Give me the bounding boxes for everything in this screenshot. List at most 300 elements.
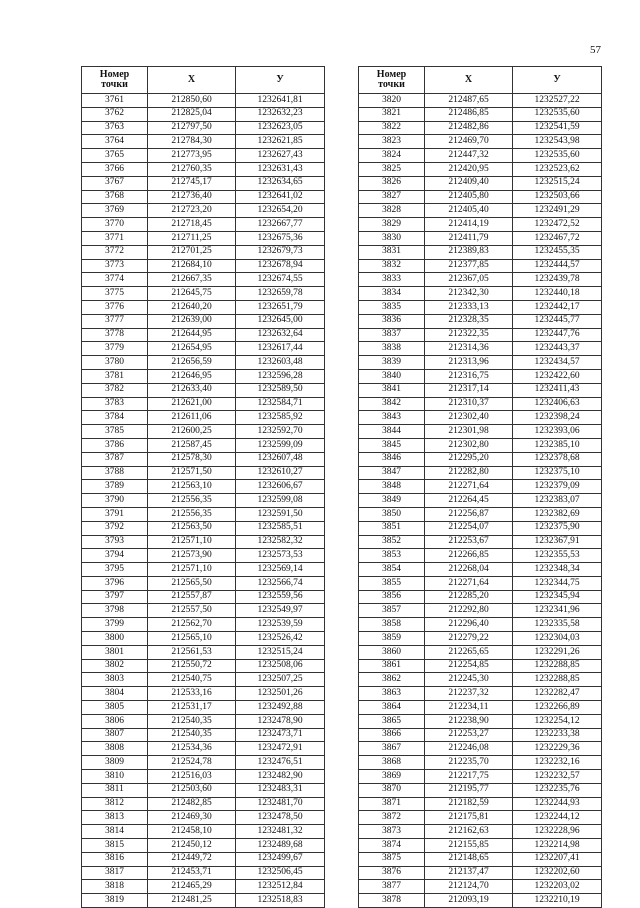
- cell-point-number: 3837: [359, 328, 425, 342]
- cell-point-number: 3806: [82, 714, 148, 728]
- table-row: [82, 356, 325, 370]
- cell-point-number: 3863: [359, 687, 425, 701]
- cell-x: 212268,04: [425, 563, 513, 577]
- cell-x: 212254,07: [425, 521, 513, 535]
- cell-y: 1232478,50: [236, 811, 325, 825]
- table-row: [359, 397, 602, 411]
- cell-y: 1232592,70: [236, 425, 325, 439]
- cell-y: 1232207,41: [513, 852, 602, 866]
- cell-y: 1232266,89: [513, 701, 602, 715]
- table-row: [82, 287, 325, 301]
- table-row: [359, 783, 602, 797]
- cell-point-number: 3819: [82, 894, 148, 908]
- cell-x: 212301,98: [425, 425, 513, 439]
- cell-point-number: 3855: [359, 576, 425, 590]
- cell-x: 212557,50: [148, 604, 236, 618]
- cell-y: 1232233,38: [513, 728, 602, 742]
- cell-y: 1232244,93: [513, 797, 602, 811]
- table-row: [82, 576, 325, 590]
- table-row: [359, 549, 602, 563]
- table-row: [359, 162, 602, 176]
- cell-x: 212450,12: [148, 839, 236, 853]
- cell-point-number: 3787: [82, 452, 148, 466]
- cell-point-number: 3838: [359, 342, 425, 356]
- cell-y: 1232651,79: [236, 300, 325, 314]
- cell-point-number: 3851: [359, 521, 425, 535]
- table-row: [359, 563, 602, 577]
- cell-point-number: 3766: [82, 162, 148, 176]
- cell-point-number: 3796: [82, 576, 148, 590]
- cell-point-number: 3821: [359, 107, 425, 121]
- cell-y: 1232483,31: [236, 783, 325, 797]
- table-row: [82, 714, 325, 728]
- cell-y: 1232393,06: [513, 425, 602, 439]
- cell-point-number: 3775: [82, 287, 148, 301]
- cell-x: 212279,22: [425, 632, 513, 646]
- cell-point-number: 3827: [359, 190, 425, 204]
- table-row: [359, 342, 602, 356]
- cell-y: 1232355,53: [513, 549, 602, 563]
- table-row: [359, 480, 602, 494]
- coordinates-table-right: [358, 66, 602, 908]
- cell-x: 212237,32: [425, 687, 513, 701]
- cell-y: 1232445,77: [513, 314, 602, 328]
- table-row: [82, 604, 325, 618]
- cell-y: 1232606,67: [236, 480, 325, 494]
- cell-x: 212571,10: [148, 563, 236, 577]
- cell-x: 212447,32: [425, 149, 513, 163]
- cell-x: 212482,86: [425, 121, 513, 135]
- coordinates-table-left: [81, 66, 325, 908]
- cell-x: 212481,25: [148, 894, 236, 908]
- cell-x: 212264,45: [425, 494, 513, 508]
- cell-x: 212639,00: [148, 314, 236, 328]
- table-row: [359, 466, 602, 480]
- page-number: 57: [590, 44, 601, 56]
- cell-x: 212578,30: [148, 452, 236, 466]
- cell-x: 212563,10: [148, 480, 236, 494]
- cell-point-number: 3808: [82, 742, 148, 756]
- cell-point-number: 3874: [359, 839, 425, 853]
- cell-point-number: 3800: [82, 632, 148, 646]
- cell-y: 1232645,00: [236, 314, 325, 328]
- cell-y: 1232382,69: [513, 507, 602, 521]
- cell-x: 212540,75: [148, 673, 236, 687]
- table-row: [82, 425, 325, 439]
- cell-y: 1232442,17: [513, 300, 602, 314]
- table-row: [82, 190, 325, 204]
- cell-y: 1232591,50: [236, 507, 325, 521]
- cell-y: 1232291,26: [513, 645, 602, 659]
- cell-point-number: 3818: [82, 880, 148, 894]
- table-row: [82, 411, 325, 425]
- cell-x: 212253,27: [425, 728, 513, 742]
- cell-y: 1232515,24: [513, 176, 602, 190]
- cell-x: 212571,10: [148, 535, 236, 549]
- cell-point-number: 3868: [359, 756, 425, 770]
- cell-x: 212420,95: [425, 162, 513, 176]
- table-row: [359, 176, 602, 190]
- table-row: [82, 839, 325, 853]
- cell-point-number: 3843: [359, 411, 425, 425]
- cell-y: 1232478,90: [236, 714, 325, 728]
- cell-x: 212310,37: [425, 397, 513, 411]
- cell-y: 1232335,58: [513, 618, 602, 632]
- cell-x: 212469,70: [425, 135, 513, 149]
- cell-point-number: 3833: [359, 273, 425, 287]
- cell-point-number: 3793: [82, 535, 148, 549]
- cell-y: 1232506,45: [236, 866, 325, 880]
- table-row: [82, 218, 325, 232]
- cell-point-number: 3773: [82, 259, 148, 273]
- table-row: [359, 659, 602, 673]
- cell-y: 1232476,51: [236, 756, 325, 770]
- cell-y: 1232675,36: [236, 231, 325, 245]
- table-row: [82, 866, 325, 880]
- cell-x: 212533,16: [148, 687, 236, 701]
- cell-x: 212458,10: [148, 825, 236, 839]
- table-row: [359, 494, 602, 508]
- cell-x: 212469,30: [148, 811, 236, 825]
- cell-y: 1232482,90: [236, 770, 325, 784]
- cell-x: 212238,90: [425, 714, 513, 728]
- cell-x: 212516,03: [148, 770, 236, 784]
- cell-y: 1232539,59: [236, 618, 325, 632]
- table-row: [359, 825, 602, 839]
- table-row: [82, 618, 325, 632]
- table-row: [359, 894, 602, 908]
- cell-x: 212316,75: [425, 369, 513, 383]
- cell-point-number: 3817: [82, 866, 148, 880]
- cell-point-number: 3830: [359, 231, 425, 245]
- cell-x: 212449,72: [148, 852, 236, 866]
- cell-x: 212409,40: [425, 176, 513, 190]
- table-row: [82, 521, 325, 535]
- cell-x: 212322,35: [425, 328, 513, 342]
- table-row: [359, 273, 602, 287]
- cell-point-number: 3788: [82, 466, 148, 480]
- cell-y: 1232584,71: [236, 397, 325, 411]
- cell-x: 212611,06: [148, 411, 236, 425]
- cell-y: 1232623,05: [236, 121, 325, 135]
- cell-y: 1232244,12: [513, 811, 602, 825]
- table-header-row: [359, 67, 602, 94]
- cell-point-number: 3786: [82, 438, 148, 452]
- table-row: [82, 811, 325, 825]
- cell-x: 212531,17: [148, 701, 236, 715]
- cell-x: 212282,80: [425, 466, 513, 480]
- cell-y: 1232345,94: [513, 590, 602, 604]
- table-row: [82, 149, 325, 163]
- cell-point-number: 3803: [82, 673, 148, 687]
- table-row: [82, 797, 325, 811]
- cell-y: 1232455,35: [513, 245, 602, 259]
- cell-point-number: 3790: [82, 494, 148, 508]
- cell-y: 1232228,96: [513, 825, 602, 839]
- header-point-number-label: Номер точки: [376, 68, 407, 90]
- cell-point-number: 3804: [82, 687, 148, 701]
- cell-x: 212656,59: [148, 356, 236, 370]
- table-row: [359, 632, 602, 646]
- cell-point-number: 3799: [82, 618, 148, 632]
- cell-y: 1232214,98: [513, 839, 602, 853]
- cell-point-number: 3797: [82, 590, 148, 604]
- table-row: [359, 314, 602, 328]
- cell-x: 212414,19: [425, 218, 513, 232]
- header-y: У: [513, 67, 602, 94]
- cell-point-number: 3872: [359, 811, 425, 825]
- cell-point-number: 3842: [359, 397, 425, 411]
- cell-y: 1232444,57: [513, 259, 602, 273]
- cell-y: 1232282,47: [513, 687, 602, 701]
- table-row: [82, 783, 325, 797]
- table-row: [82, 452, 325, 466]
- cell-point-number: 3866: [359, 728, 425, 742]
- cell-point-number: 3834: [359, 287, 425, 301]
- cell-y: 1232654,20: [236, 204, 325, 218]
- cell-y: 1232385,10: [513, 438, 602, 452]
- cell-y: 1232210,19: [513, 894, 602, 908]
- table-row: [82, 632, 325, 646]
- cell-point-number: 3811: [82, 783, 148, 797]
- cell-y: 1232543,98: [513, 135, 602, 149]
- cell-y: 1232627,43: [236, 149, 325, 163]
- cell-point-number: 3784: [82, 411, 148, 425]
- cell-y: 1232634,65: [236, 176, 325, 190]
- table-row: [82, 701, 325, 715]
- cell-x: 212405,80: [425, 190, 513, 204]
- cell-x: 212563,50: [148, 521, 236, 535]
- table-row: [82, 687, 325, 701]
- header-point-number-label: Номер точки: [99, 68, 130, 90]
- cell-x: 212333,13: [425, 300, 513, 314]
- cell-point-number: 3823: [359, 135, 425, 149]
- table-row: [359, 770, 602, 784]
- table-row: [359, 149, 602, 163]
- table-row: [359, 94, 602, 108]
- cell-x: 212646,95: [148, 369, 236, 383]
- cell-x: 212389,83: [425, 245, 513, 259]
- cell-y: 1232202,60: [513, 866, 602, 880]
- cell-y: 1232549,97: [236, 604, 325, 618]
- header-y: У: [236, 67, 325, 94]
- cell-x: 212367,05: [425, 273, 513, 287]
- table-row: [359, 121, 602, 135]
- cell-y: 1232367,91: [513, 535, 602, 549]
- table-row: [82, 245, 325, 259]
- cell-point-number: 3862: [359, 673, 425, 687]
- cell-point-number: 3826: [359, 176, 425, 190]
- table-row: [82, 328, 325, 342]
- cell-x: 212411,79: [425, 231, 513, 245]
- cell-y: 1232512,84: [236, 880, 325, 894]
- cell-y: 1232232,57: [513, 770, 602, 784]
- cell-x: 212302,80: [425, 438, 513, 452]
- cell-point-number: 3774: [82, 273, 148, 287]
- cell-x: 212784,30: [148, 135, 236, 149]
- cell-x: 212534,36: [148, 742, 236, 756]
- cell-point-number: 3802: [82, 659, 148, 673]
- cell-point-number: 3768: [82, 190, 148, 204]
- cell-point-number: 3876: [359, 866, 425, 880]
- cell-y: 1232288,85: [513, 659, 602, 673]
- cell-x: 212155,85: [425, 839, 513, 853]
- cell-x: 212296,40: [425, 618, 513, 632]
- cell-point-number: 3794: [82, 549, 148, 563]
- table-row: [359, 231, 602, 245]
- table-row: [359, 728, 602, 742]
- table-row: [359, 300, 602, 314]
- table-row: [359, 190, 602, 204]
- cell-y: 1232203,02: [513, 880, 602, 894]
- cell-y: 1232507,25: [236, 673, 325, 687]
- cell-x: 212234,11: [425, 701, 513, 715]
- cell-x: 212256,87: [425, 507, 513, 521]
- cell-x: 212736,40: [148, 190, 236, 204]
- cell-x: 212701,25: [148, 245, 236, 259]
- cell-point-number: 3832: [359, 259, 425, 273]
- cell-x: 212640,20: [148, 300, 236, 314]
- table-row: [359, 880, 602, 894]
- table-row: [359, 604, 602, 618]
- cell-x: 212540,35: [148, 714, 236, 728]
- cell-y: 1232304,03: [513, 632, 602, 646]
- table-row: [82, 480, 325, 494]
- cell-point-number: 3785: [82, 425, 148, 439]
- cell-x: 212453,71: [148, 866, 236, 880]
- cell-x: 212633,40: [148, 383, 236, 397]
- cell-point-number: 3853: [359, 549, 425, 563]
- cell-x: 212377,85: [425, 259, 513, 273]
- cell-point-number: 3829: [359, 218, 425, 232]
- cell-point-number: 3846: [359, 452, 425, 466]
- cell-x: 212550,72: [148, 659, 236, 673]
- cell-x: 212317,14: [425, 383, 513, 397]
- table-row: [359, 535, 602, 549]
- cell-y: 1232406,63: [513, 397, 602, 411]
- cell-y: 1232631,43: [236, 162, 325, 176]
- cell-point-number: 3791: [82, 507, 148, 521]
- cell-point-number: 3765: [82, 149, 148, 163]
- cell-point-number: 3762: [82, 107, 148, 121]
- cell-point-number: 3854: [359, 563, 425, 577]
- cell-x: 212271,64: [425, 480, 513, 494]
- cell-y: 1232491,29: [513, 204, 602, 218]
- cell-point-number: 3795: [82, 563, 148, 577]
- table-row: [359, 742, 602, 756]
- cell-point-number: 3801: [82, 645, 148, 659]
- cell-x: 212711,25: [148, 231, 236, 245]
- cell-point-number: 3856: [359, 590, 425, 604]
- table-row: [82, 176, 325, 190]
- table-row: [359, 218, 602, 232]
- cell-y: 1232379,09: [513, 480, 602, 494]
- cell-x: 212850,60: [148, 94, 236, 108]
- table-row: [359, 590, 602, 604]
- table-row: [359, 714, 602, 728]
- cell-x: 212328,35: [425, 314, 513, 328]
- cell-x: 212573,90: [148, 549, 236, 563]
- cell-point-number: 3831: [359, 245, 425, 259]
- cell-point-number: 3847: [359, 466, 425, 480]
- table-row: [359, 687, 602, 701]
- table-row: [82, 397, 325, 411]
- cell-point-number: 3857: [359, 604, 425, 618]
- cell-x: 212265,65: [425, 645, 513, 659]
- cell-y: 1232254,12: [513, 714, 602, 728]
- cell-x: 212540,35: [148, 728, 236, 742]
- table-row: [82, 563, 325, 577]
- cell-y: 1232610,27: [236, 466, 325, 480]
- table-header-row: [82, 67, 325, 94]
- table-row: [82, 135, 325, 149]
- cell-x: 212482,85: [148, 797, 236, 811]
- cell-point-number: 3783: [82, 397, 148, 411]
- cell-point-number: 3858: [359, 618, 425, 632]
- cell-x: 212600,25: [148, 425, 236, 439]
- cell-y: 1232229,36: [513, 742, 602, 756]
- cell-x: 212182,59: [425, 797, 513, 811]
- cell-y: 1232621,85: [236, 135, 325, 149]
- cell-point-number: 3778: [82, 328, 148, 342]
- cell-y: 1232232,16: [513, 756, 602, 770]
- cell-point-number: 3807: [82, 728, 148, 742]
- table-row: [82, 107, 325, 121]
- cell-y: 1232348,34: [513, 563, 602, 577]
- cell-x: 212571,50: [148, 466, 236, 480]
- cell-point-number: 3822: [359, 121, 425, 135]
- cell-y: 1232526,42: [236, 632, 325, 646]
- cell-point-number: 3865: [359, 714, 425, 728]
- cell-point-number: 3870: [359, 783, 425, 797]
- cell-x: 212235,70: [425, 756, 513, 770]
- table-row: [359, 369, 602, 383]
- cell-y: 1232596,28: [236, 369, 325, 383]
- cell-y: 1232678,94: [236, 259, 325, 273]
- cell-point-number: 3820: [359, 94, 425, 108]
- header-point-number: [359, 67, 425, 94]
- cell-point-number: 3860: [359, 645, 425, 659]
- table-row: [359, 521, 602, 535]
- cell-x: 212405,40: [425, 204, 513, 218]
- header-point-number: [82, 67, 148, 94]
- cell-y: 1232559,56: [236, 590, 325, 604]
- cell-point-number: 3771: [82, 231, 148, 245]
- cell-point-number: 3814: [82, 825, 148, 839]
- cell-y: 1232603,48: [236, 356, 325, 370]
- cell-y: 1232659,78: [236, 287, 325, 301]
- cell-y: 1232527,22: [513, 94, 602, 108]
- table-row: [82, 300, 325, 314]
- cell-point-number: 3789: [82, 480, 148, 494]
- table-row: [359, 852, 602, 866]
- cell-x: 212645,75: [148, 287, 236, 301]
- cell-x: 212285,20: [425, 590, 513, 604]
- cell-y: 1232288,85: [513, 673, 602, 687]
- cell-y: 1232439,78: [513, 273, 602, 287]
- cell-point-number: 3782: [82, 383, 148, 397]
- cell-x: 212175,81: [425, 811, 513, 825]
- table-row: [359, 107, 602, 121]
- cell-y: 1232573,53: [236, 549, 325, 563]
- table-row: [359, 438, 602, 452]
- table-row: [82, 549, 325, 563]
- cell-x: 212295,20: [425, 452, 513, 466]
- cell-point-number: 3810: [82, 770, 148, 784]
- cell-y: 1232641,81: [236, 94, 325, 108]
- cell-x: 212565,10: [148, 632, 236, 646]
- table-row: [359, 507, 602, 521]
